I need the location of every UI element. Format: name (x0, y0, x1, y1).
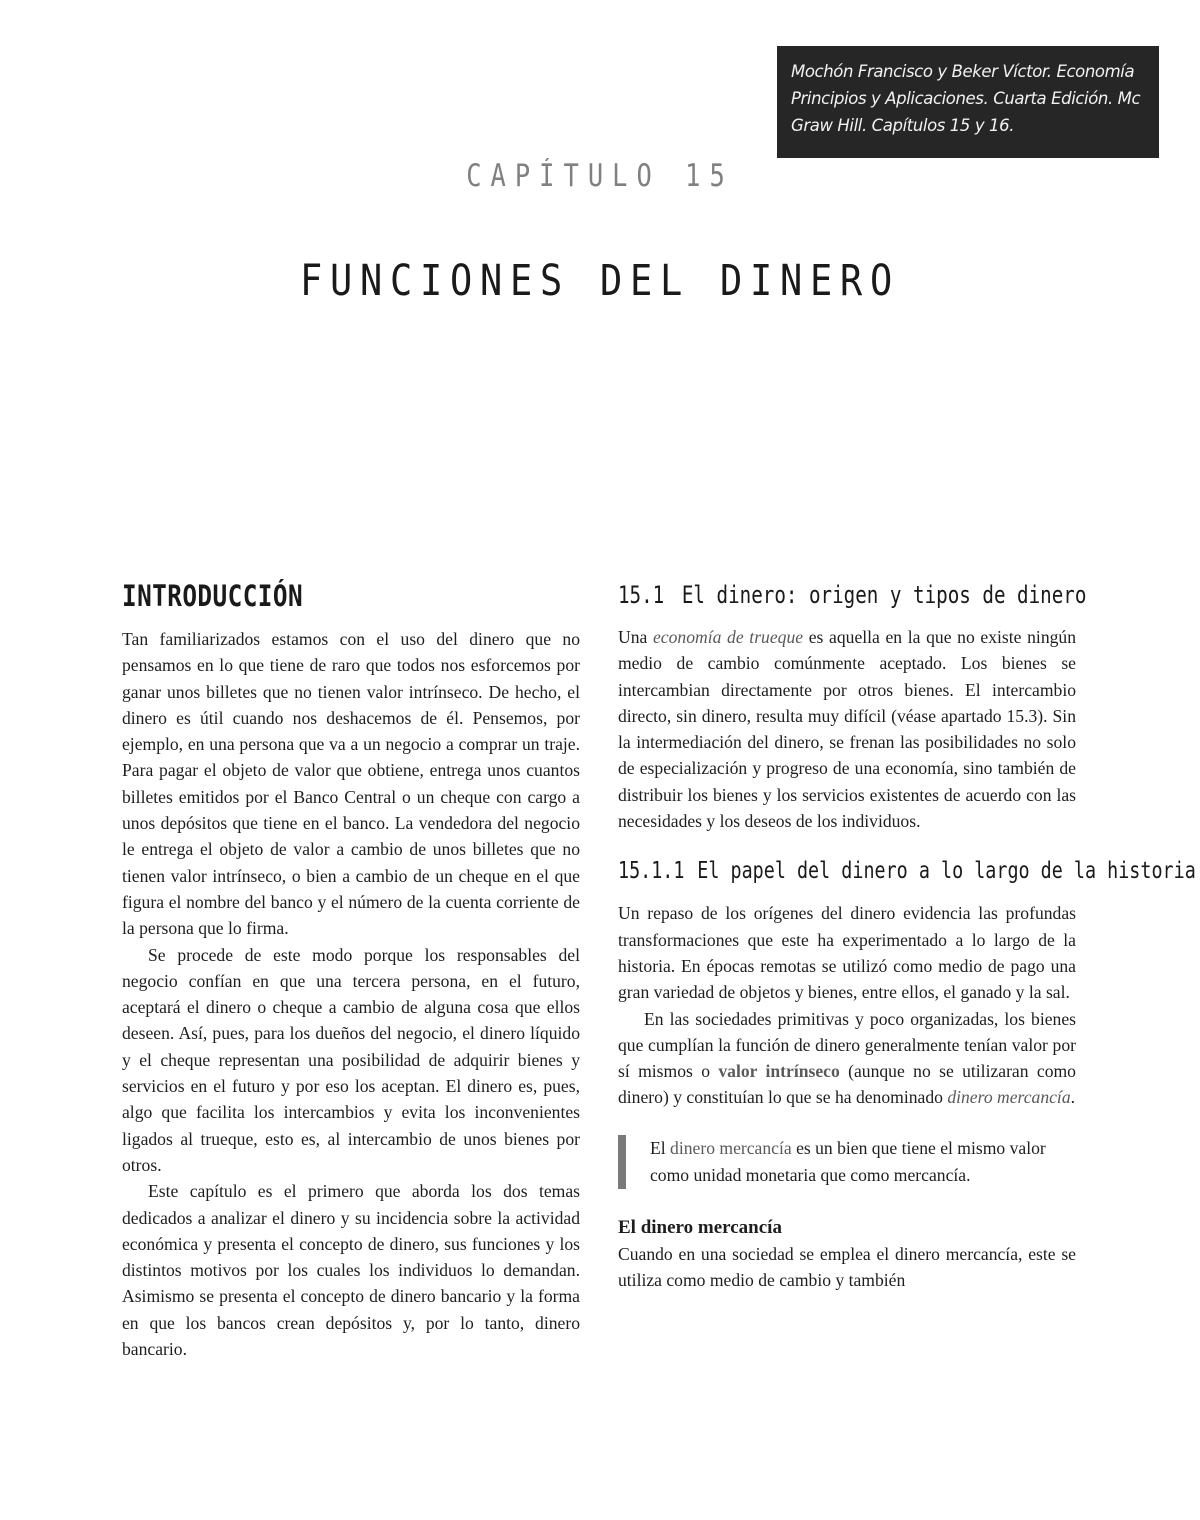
text-run: . (1070, 1087, 1076, 1108)
text-run: es un bien que tiene el mismo valor como unidad monetaria que como mercancía. (650, 1137, 1046, 1185)
section-heading-15-1-1 (618, 852, 1196, 890)
section-15-1-paragraph (618, 624, 1076, 834)
intro-heading: INTRODUCCIÓN (122, 579, 304, 613)
key-term-dinero-mercancia: dinero mercancía (947, 1087, 1071, 1108)
text-run: es aquella en la que no existe ningún medio de cambio comúnmente aceptado. Los bienes se intercambian directamente por otros bienes. El intercambio directo, sin dinero, resulta muy difícil (véase apartado 15.3). Sin la intermediación del dinero, se frenan las posibilidades no solo de especialización y progreso de una economía, sino también de distribuir los bienes y los servicios existentes de acuerdo con las necesidades y los deseos de los individuos. (618, 627, 1077, 832)
subsection-title: El papel del dinero a lo largo de la historia (697, 858, 1196, 885)
section-heading-15-1 (618, 576, 1087, 614)
text-run: Una (618, 627, 653, 647)
intro-paragraph-2: Se procede de este modo porque los responsables del negocio confían en que una tercera persona, en el futuro, aceptará el dinero o cheque a cambio de alguna cosa que ellos deseen. Así, pues, para los dueños del negocio, el dinero líquido y el cheque representan una posibilidad de adquirir bienes y servicios en el futuro y por eso los aceptan. El dinero es, pues, algo que facilita los intercambios y evita los inconvenientes ligados al trueque, esto es, al intercambio de unos bienes por otros. (122, 944, 580, 1175)
section-15-1-1-paragraph-2 (618, 1006, 1076, 1111)
subsection-number: 15.1.1 (618, 858, 685, 885)
citation-box (777, 46, 1159, 158)
citation-text: Mochón Francisco y Beker Víctor. Economía Principios y Aplicaciones. Cuarta Edición. Mc Graw Hill. Capítulos 15 y 16. (791, 62, 1141, 135)
subsection-paragraph: Cuando en una sociedad se emplea el dinero mercancía, este se utiliza como medio de cambio y también (618, 1243, 1076, 1291)
left-column (122, 576, 580, 1362)
right-column (618, 576, 1196, 1293)
key-term-valor-intrinseco: valor intrínseco (718, 1061, 840, 1082)
subsection-heading-dinero-mercancia: El dinero mercancía (618, 1216, 782, 1238)
definition-term: dinero mercancía (670, 1137, 792, 1158)
section-15-1-1-paragraph-1: Un repaso de los orígenes del dinero evidencia las profundas transformaciones que este ha experimentado a lo largo de la historia. En épocas remotas se utilizó como medio de pago una gran variedad de objetos y bienes, entre ellos, el ganado y la sal. (618, 903, 1076, 1003)
text-run: El (650, 1137, 671, 1158)
intro-paragraph-3: Este capítulo es el primero que aborda los dos temas dedicados a analizar el dinero y su incidencia sobre la actividad económica y presenta el concepto de dinero, sus funciones y los distintos motivos por los cuales los individuos lo demandan. Asimismo se presenta el concepto de dinero bancario y la forma en que los bancos crean depósitos y, por lo tanto, dinero bancario. (122, 1181, 580, 1360)
text-run: (aunque no se utilizaran como dinero) y constituían lo que se ha denominado (618, 1061, 1076, 1108)
section-number: 15.1 (618, 581, 665, 609)
key-term-economia-de-trueque: economía de trueque (652, 627, 804, 647)
section-title: El dinero: origen y tipos de dinero (681, 581, 1087, 609)
intro-paragraph-1: Tan familiarizados estamos con el uso del dinero que no pensamos en lo que tiene de raro que todos nos esforcemos por ganar unos billetes que no tienen valor intrínseco. De hecho, el dinero es útil cuando nos deshacemos de él. Pensemos, por ejemplo, en una persona que va a un negocio a comprar un traje. Para pagar el objeto de valor que obtiene, entrega unos cuantos billetes emitidos por el Banco Central o un cheque con cargo a unos depósitos que tiene en el banco. La vendedora del negocio le entrega el objeto de valor a cambio de unos billetes que no tienen valor intrínseco, o bien a cambio de un cheque en el que figura el nombre del banco y el número de la cuenta corriente de la persona que lo firma. (122, 629, 580, 939)
text-run: En las sociedades primitivas y poco organizadas, los bienes que cumplían la función de dinero generalmente tenían valor por sí mismos o (618, 1008, 1076, 1082)
chapter-title: FUNCIONES DEL DINERO (299, 256, 901, 306)
definition-box (618, 1135, 1050, 1189)
chapter-label: CAPÍTULO 15 (466, 158, 734, 194)
